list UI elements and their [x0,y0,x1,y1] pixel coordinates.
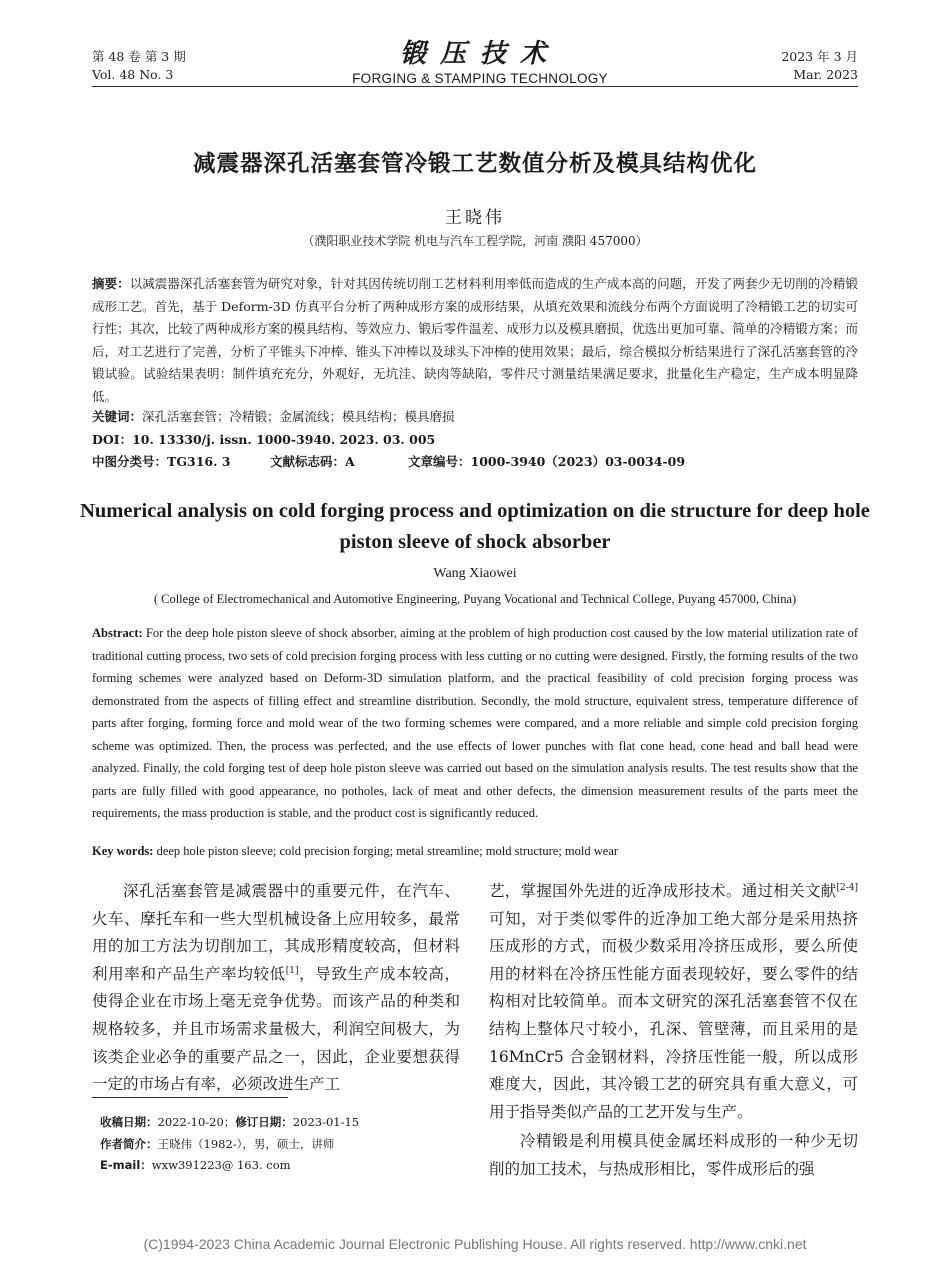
keywords-cn [92,407,858,427]
doi-line [92,430,858,450]
paper-title-en: Numerical analysis on cold forging process and optimization on die structure for deep hole piston sleeve of shock absorber [80,500,870,553]
citation: [2-4] [836,883,858,893]
abstract-en-text: For the deep hole piston sleeve of shock absorber, aiming at the problem of high production cost caused by the low material utilization rate of traditional cutting process, two sets of cold precision forging process with less cutting or no cutting were designed. Firstly, the forming results of the two forming schemes were analyzed based on Deform-3D simulation platform, and the practical feasibility of cold precision forging process was demonstrated from the aspects of filling effect and streamline distribution. Secondly, the mold structure, equivalent stress, temperature difference of parts after forging, forming force and mold wear of the two forming schemes were compared, and a more reliable and simple cold precision forging scheme was optimized. Then, the process was perfected, and the use effects of lower punches with flat cone head, cone head and ball head were analyzed. Finally, the cold forging test of deep hole piston sleeve was carried out based on the simulation analysis results. The test results show that the parts are fully filled with good appearance, no potholes, lack of meat and other defects, the dimension measurement results of the parts meet the requirements, the mass production is stable, and the product cost is significantly reduced. [92,626,858,820]
date-cn: 2023 年 3 月 [781,49,858,64]
abstract-cn [92,273,858,408]
doc-code-group [270,452,408,472]
abstract-en [92,622,858,825]
classification-line [92,452,858,472]
journal-title-cn: 锻压技术 [399,39,560,69]
keywords-cn-text: 深孔活塞套管；冷精锻；金属流线；模具结构；模具磨损 [142,409,455,424]
revised-label: 修订日期： [235,1115,293,1129]
doi-value: 10. 13330/j. issn. 1000-3940. 2023. 03. 005 [132,432,436,447]
body-column-left [92,878,460,1099]
keywords-en [92,840,858,862]
abstract-cn-text: 以减震器深孔活塞套管为研究对象，针对其因传统切削工艺材料利用率低而造成的生产成本高的问题，开发了两套少无切削的冷精锻成形工艺。首先，基于 Deform-3D 仿真平台分析了两种成形方案的成形结果，从填充效果和流线分布两个方面说明了冷精锻工艺的切实可行性；其次，比较了两种成形方案的模具结构、等效应力、锻后零件温差、成形力以及模具磨损，优选出更加可靠、简单的冷精锻方案；而后，对工艺进行了完善，分析了平锥头下冲棒、锥头下冲棒以及球头下冲棒的使用效果；最后，综合模拟分析结果进行了深孔活塞套管的冷锻试验。试验结果表明：制件填充充分，外观好，无坑洼、缺肉等缺陷，零件尺寸测量结果满足要求，批量化生产稳定，生产成本明显降低。 [92,276,858,404]
clc-group [92,452,270,472]
volume-en: Vol. 48 No. 3 [92,67,174,82]
copyright-notice: (C)1994-2023 China Academic Journal Electronic Publishing House. All rights reserved. http://www.cnki.net [143,1236,807,1252]
body-text: 可知，对于类似零件的近净加工绝大部分是采用热挤压成形的方式，而极少数采用冷挤压成形，要么所使用的材料在冷挤压性能方面表现较好，要么零件的结构相对比较简单。而本文研究的深孔活塞套管不仅在结构上整体尺寸较小，孔深、管壁薄，而且采用的是 16MnCr5 合金钢材料，冷挤压性能一般，所以成形难度大，因此，其冷锻工艺的研究具有重大意义，可用于指导类似产品的工艺开发与生产。 [489,909,858,1121]
footnote-author [100,1135,460,1153]
footnote-dates [100,1113,460,1131]
header-rule [92,86,858,87]
email-label: E-mail： [100,1158,152,1172]
article-no-group [408,452,685,472]
footnote-rule [92,1097,288,1098]
received-label: 收稿日期： [100,1115,158,1129]
keywords-en-label: Key words: [92,844,154,858]
keywords-en-text: deep hole piston sleeve; cold precision forging; metal streamline; mold structure; mold wear [156,844,619,858]
doc-code-value: A [345,454,355,469]
email-value: wxw391223@ 163. com [151,1158,291,1172]
body-paragraph: 冷精锻是利用模具使金属坯料成形的一种少无切削的加工技术，与热成形相比，零件成形后的强 [489,1132,858,1178]
header-date [781,48,858,84]
abstract-en-label: Abstract: [92,626,143,640]
article-no-value: 1000-3940（2023）03-0034-09 [470,454,686,469]
author-en: Wang Xiaowei [433,566,517,581]
revised-value: 2023-01-15 [292,1115,360,1129]
doi-label: DOI： [92,432,133,447]
author-bio-value: 王晓伟（1982-），男，硕士，讲师 [157,1137,335,1151]
body-text: ，导致生产成本较高，使得企业在市场上毫无竞争优势。而该产品的种类和规格较多，并且市场需求量极大，利润空间极大，为该类企业必争的重要产品之一，因此，企业要想获得一定的市场占有率，必须改进生产工 [92,964,460,1094]
affiliation-en: ( College of Electromechanical and Automotive Engineering, Puyang Vocational and Technical College, Puyang 457000, China) [153,592,797,606]
journal-title-en: FORGING & STAMPING TECHNOLOGY [352,71,608,86]
author-bio-label: 作者简介： [100,1137,158,1151]
volume-cn: 第 48 卷 第 3 期 [92,49,186,64]
affiliation-cn: （濮阳职业技术学院 机电与汽车工程学院，河南 濮阳 457000） [302,234,648,248]
keywords-cn-label: 关键词： [92,409,143,424]
body-text: 深孔活塞套管是减震器中的重要元件，在汽车、火车、摩托车和一些大型机械设备上应用较多，最常用的加工方法为切削加工，其成形精度较高，但材料利用率和产品生产率均较低 [92,882,460,983]
article-no-label: 文章编号： [408,454,471,469]
clc-value: TG316. 3 [167,454,231,469]
abstract-cn-label: 摘要： [92,276,130,291]
clc-label: 中图分类号： [92,454,168,469]
journal-masthead [300,40,660,88]
author-cn: 王晓伟 [445,208,505,228]
footnote-email [100,1156,460,1174]
body-paragraph [92,878,460,1099]
citation: [1] [285,965,299,976]
date-en: Mar. 2023 [793,67,858,82]
body-paragraph [489,878,858,1126]
received-value: 2022-10-20； [157,1115,236,1129]
header-volume [92,48,186,84]
doc-code-label: 文献标志码： [270,454,346,469]
body-text: 艺，掌握国外先进的近净成形技术。通过相关文献 [489,882,837,900]
body-column-right [489,878,858,1184]
paper-title-cn: 减震器深孔活塞套管冷锻工艺数值分析及模具结构优化 [192,151,757,177]
